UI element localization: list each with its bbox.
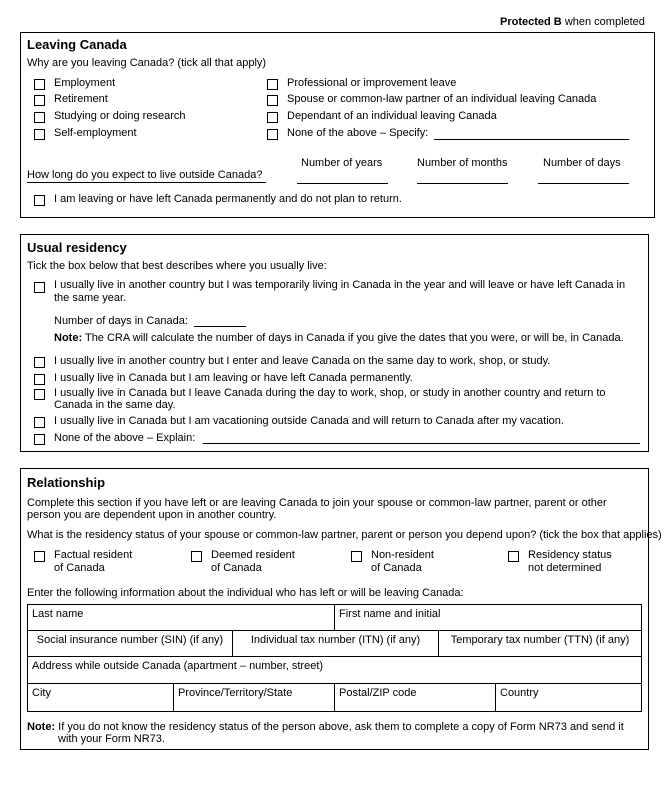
residency-instruction: Tick the box below that best describes where you usually live:	[27, 260, 327, 272]
status-factual-checkbox[interactable]	[34, 551, 45, 562]
residency-opt6-checkbox[interactable]	[34, 434, 45, 445]
reason-spouse-checkbox[interactable]	[267, 95, 278, 106]
reason-employment-label: Employment	[54, 77, 116, 89]
sin-field[interactable]	[27, 630, 233, 657]
first-name-field[interactable]	[334, 604, 642, 631]
status-not-determined-line2: not determined	[528, 562, 602, 574]
reason-retirement-label: Retirement	[54, 93, 108, 105]
permanent-label: I am leaving or have left Canada permanently and do not plan to return.	[54, 193, 402, 205]
residency-opt1-label-line1: I usually live in another country but I was temporarily living in Canada in the year and will leave or have left Canada in	[54, 279, 626, 291]
address-field[interactable]	[27, 656, 642, 684]
months-column-label: Number of months	[417, 157, 508, 169]
residency-opt3-label: I usually live in Canada but I am leaving or have left Canada permanently.	[54, 372, 413, 384]
province-label: Province/Territory/State	[178, 687, 293, 699]
ttn-label: Temporary tax number (TTN) (if any)	[450, 634, 630, 646]
usual-residency-section	[20, 234, 649, 452]
cra-note	[54, 332, 624, 344]
note-label: Note:	[27, 721, 56, 733]
days-in-canada-label: Number of days in Canada:	[54, 315, 188, 327]
residency-opt5-checkbox[interactable]	[34, 417, 45, 428]
relationship-section	[20, 468, 662, 750]
section-title: Usual residency	[27, 240, 127, 255]
years-column-label: Number of years	[301, 157, 383, 169]
status-nonresident-line2: of Canada	[371, 562, 422, 574]
nr73-note-line1	[27, 721, 624, 733]
status-factual-line1: Factual resident	[54, 549, 133, 561]
reason-retirement-checkbox[interactable]	[34, 95, 45, 106]
reason-dependant-label: Dependant of an individual leaving Canada	[287, 110, 497, 122]
status-deemed-line2: of Canada	[211, 562, 262, 574]
residency-opt4-checkbox[interactable]	[34, 389, 45, 400]
reason-question: Why are you leaving Canada? (tick all that apply)	[27, 57, 267, 69]
residency-opt2-label: I usually live in another country but I enter and leave Canada on the same day to work, shop, or study.	[54, 355, 551, 367]
protected-b-label	[500, 16, 645, 28]
itn-field[interactable]	[232, 630, 439, 657]
reason-studying-checkbox[interactable]	[34, 112, 45, 123]
reason-spouse-label: Spouse or common-law partner of an individual leaving Canada	[287, 93, 597, 105]
section-title: Leaving Canada	[27, 37, 127, 52]
note-label: Note:	[54, 332, 83, 344]
reason-none-label: None of the above – Specify:	[287, 127, 429, 139]
days-column-label: Number of days	[543, 157, 621, 169]
duration-question: How long do you expect to live outside Canada?	[27, 169, 263, 181]
residency-opt5-label: I usually live in Canada but I am vacationing outside Canada and will return to Canada after my vacation.	[54, 415, 564, 427]
residency-opt4-label-line2: Canada in the same day.	[54, 399, 176, 411]
reason-employment-checkbox[interactable]	[34, 79, 45, 90]
status-nonresident-line1: Non-resident	[371, 549, 434, 561]
status-nonresident-checkbox[interactable]	[351, 551, 362, 562]
reason-professional-leave-checkbox[interactable]	[267, 79, 278, 90]
residency-opt1-checkbox[interactable]	[34, 282, 45, 293]
address-label: Address while outside Canada (apartment – number, street)	[32, 660, 324, 672]
residency-opt2-checkbox[interactable]	[34, 357, 45, 368]
months-field[interactable]	[417, 183, 508, 184]
ttn-field[interactable]	[438, 630, 642, 657]
reason-studying-label: Studying or doing research	[54, 110, 186, 122]
permanent-checkbox[interactable]	[34, 195, 45, 206]
reason-specify-field[interactable]	[434, 139, 629, 140]
residency-opt1-label-line2: the same year.	[54, 292, 127, 304]
country-field[interactable]	[495, 683, 642, 712]
residency-opt4-label-line1: I usually live in Canada but I leave Canada during the day to work, shop, or study in another country and return to	[54, 387, 606, 399]
reason-dependant-checkbox[interactable]	[267, 112, 278, 123]
protected-b-rest: when completed	[564, 16, 645, 28]
protected-b-bold: Protected B	[500, 16, 562, 28]
city-field[interactable]	[27, 683, 174, 712]
first-name-label: First name and initial	[339, 608, 441, 620]
years-field[interactable]	[297, 183, 388, 184]
last-name-field[interactable]	[27, 604, 335, 631]
last-name-label: Last name	[32, 608, 84, 620]
nr73-note-line2: with your Form NR73.	[58, 733, 165, 745]
country-label: Country	[500, 687, 539, 699]
leaving-canada-section	[20, 32, 655, 218]
note-text: The CRA will calculate the number of days in Canada if you give the dates that you were, or will be, in Canada.	[84, 332, 624, 344]
reason-self-employment-checkbox[interactable]	[34, 129, 45, 140]
itn-label: Individual tax number (ITN) (if any)	[250, 634, 421, 646]
enter-info-instruction: Enter the following information about the individual who has left or will be leaving Canada:	[27, 587, 464, 599]
residency-status-question: What is the residency status of your spouse or common-law partner, parent or person you depend upon? (tick the box that applies)	[27, 529, 662, 541]
section-title: Relationship	[27, 475, 106, 490]
residency-opt6-label: None of the above – Explain:	[54, 432, 196, 444]
postal-code-field[interactable]	[334, 683, 496, 712]
residency-explain-field[interactable]	[203, 443, 640, 444]
reason-professional-leave-label: Professional or improvement leave	[287, 77, 457, 89]
status-deemed-line1: Deemed resident	[211, 549, 295, 561]
province-field[interactable]	[173, 683, 335, 712]
days-field[interactable]	[538, 183, 629, 184]
duration-question-underline	[27, 182, 266, 183]
status-not-determined-checkbox[interactable]	[508, 551, 519, 562]
reason-none-checkbox[interactable]	[267, 129, 278, 140]
sin-label: Social insurance number (SIN) (if any)	[36, 634, 224, 646]
reason-self-employment-label: Self-employment	[54, 127, 137, 139]
relationship-intro-line1: Complete this section if you have left or are leaving Canada to join your spouse or common-law partner, parent or other	[27, 497, 607, 509]
days-in-canada-field[interactable]	[194, 326, 246, 327]
relationship-intro-line2: person you are dependent upon in another country.	[27, 509, 277, 521]
note-text: If you do not know the residency status of the person above, ask them to complete a copy of Form NR73 and send it	[58, 721, 624, 733]
city-label: City	[32, 687, 51, 699]
postal-code-label: Postal/ZIP code	[339, 687, 417, 699]
status-not-determined-line1: Residency status	[528, 549, 612, 561]
residency-opt3-checkbox[interactable]	[34, 374, 45, 385]
status-factual-line2: of Canada	[54, 562, 105, 574]
status-deemed-checkbox[interactable]	[191, 551, 202, 562]
